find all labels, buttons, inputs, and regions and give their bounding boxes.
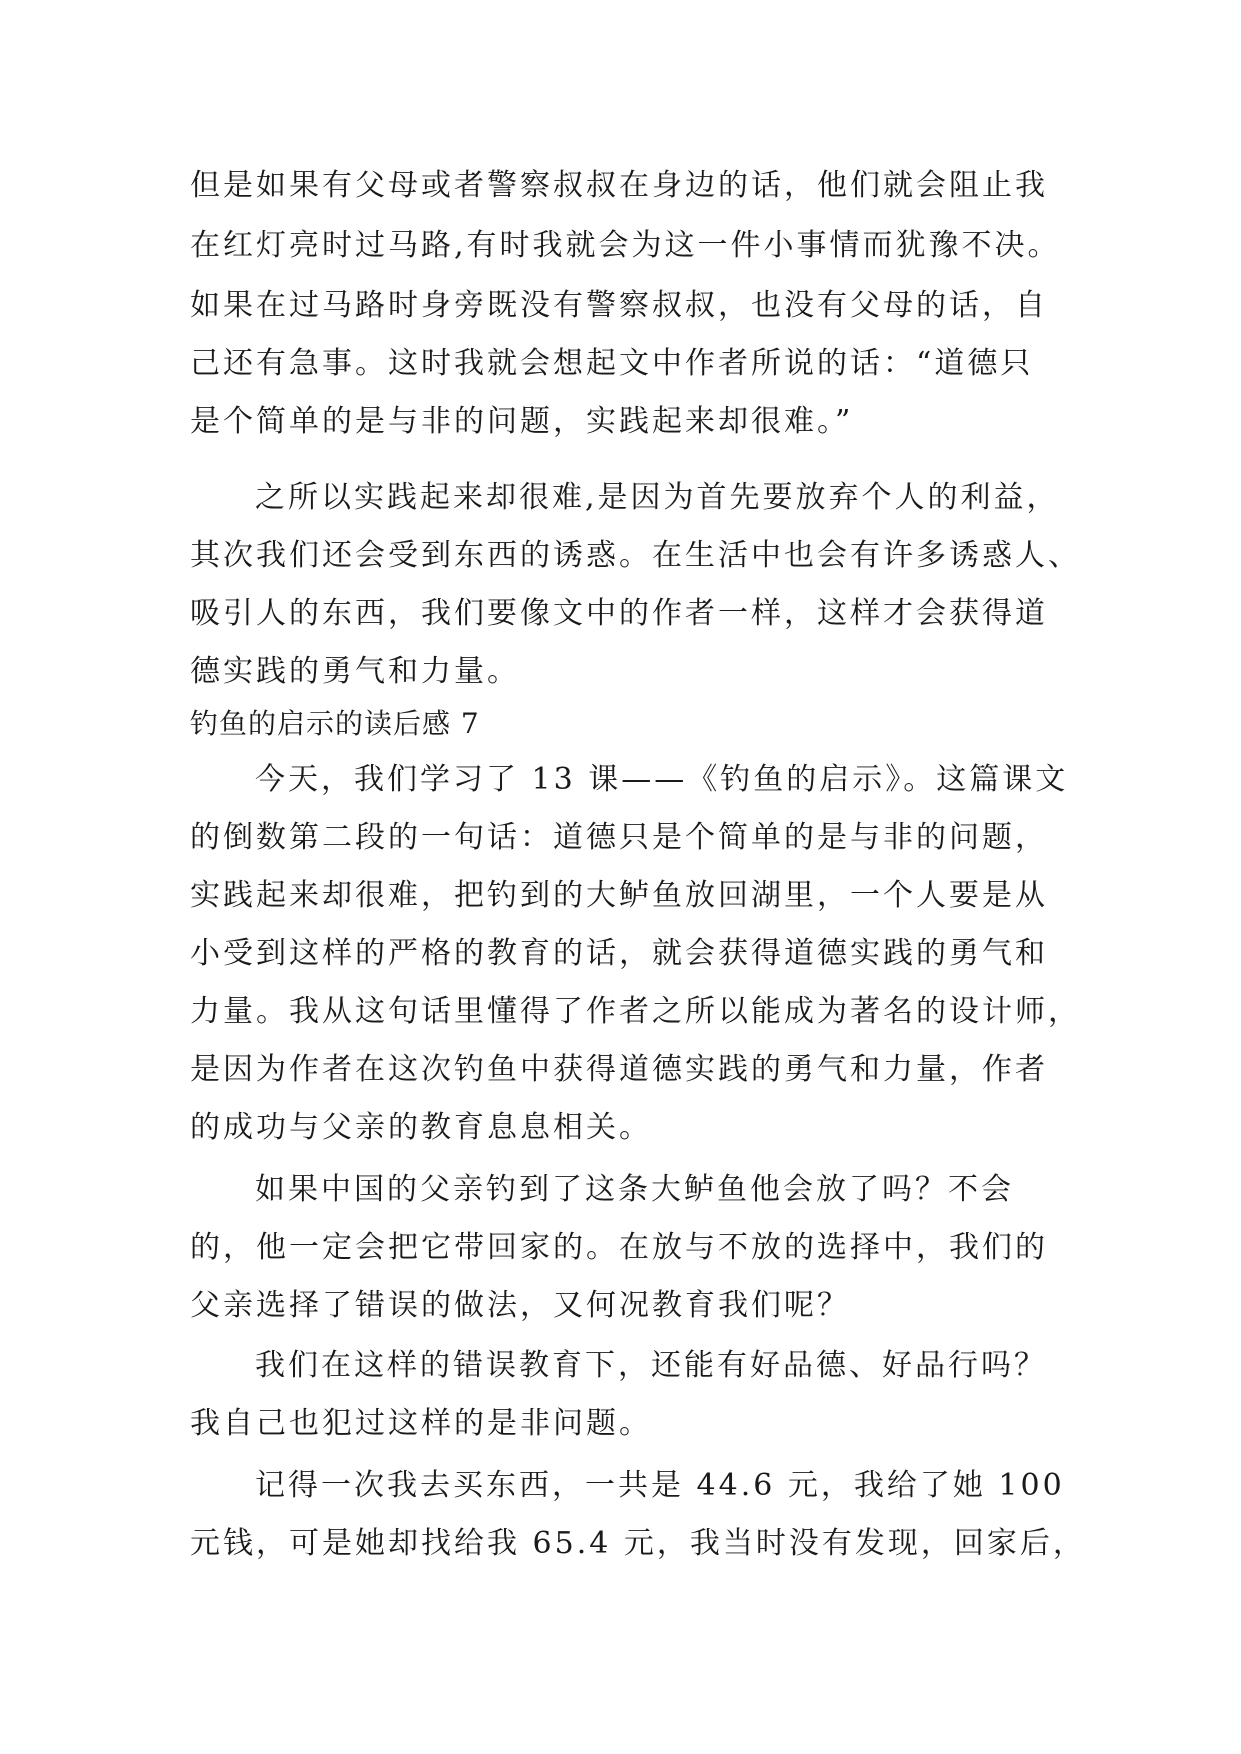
text-line: 在红灯亮时过马路,有时我就会为这一件小事情而犹豫不决。: [190, 228, 1061, 263]
text-line: 德实践的勇气和力量。: [190, 654, 520, 689]
text-line: 是个简单的是与非的问题，实践起来却很难。”: [190, 404, 854, 439]
paragraph-first-line: 记得一次我去买东西，一共是 44.6 元，我给了她 100: [255, 1468, 1065, 1503]
text-line: 是因为作者在这次钓鱼中获得道德实践的勇气和力量，作者: [190, 1052, 1048, 1087]
text-line: 如果在过马路时身旁既没有警察叔叔，也没有父母的话，自: [190, 288, 1048, 323]
text-line: 力量。我从这句话里懂得了作者之所以能成为著名的设计师，: [190, 994, 1081, 1029]
text-line: 父亲选择了错误的做法，又何况教育我们呢？: [190, 1288, 850, 1323]
text-line: 己还有急事。这时我就会想起文中作者所说的话：“道德只: [190, 346, 1034, 381]
paragraph-first-line: 今天，我们学习了 13 课——《钓鱼的启示》。这篇课文: [255, 762, 1069, 797]
paragraph-first-line: 如果中国的父亲钓到了这条大鲈鱼他会放了吗？不会: [255, 1172, 1014, 1207]
section-heading: 钓鱼的启示的读后感 7: [190, 707, 480, 740]
text-line: 的倒数第二段的一句话：道德只是个简单的是与非的问题，: [190, 820, 1048, 855]
paragraph-first-line: 我们在这样的错误教育下，还能有好品德、好品行吗？: [255, 1348, 1047, 1383]
text-line: 其次我们还会受到东西的诱惑。在生活中也会有许多诱惑人、: [190, 538, 1081, 573]
text-line: 我自己也犯过这样的是非问题。: [190, 1406, 652, 1441]
text-line: 元钱，可是她却找给我 65.4 元，我当时没有发现，回家后，: [190, 1526, 1086, 1561]
text-line: 的成功与父亲的教育息息相关。: [190, 1110, 652, 1145]
text-line: 吸引人的东西，我们要像文中的作者一样，这样才会获得道: [190, 596, 1048, 631]
text-line: 实践起来却很难，把钓到的大鲈鱼放回湖里，一个人要是从: [190, 878, 1048, 913]
paragraph-first-line: 之所以实践起来却很难,是因为首先要放弃个人的利益，: [255, 480, 1060, 515]
text-line: 小受到这样的严格的教育的话，就会获得道德实践的勇气和: [190, 936, 1048, 971]
text-line: 的，他一定会把它带回家的。在放与不放的选择中，我们的: [190, 1230, 1048, 1265]
text-line: 但是如果有父母或者警察叔叔在身边的话，他们就会阻止我: [190, 168, 1048, 203]
